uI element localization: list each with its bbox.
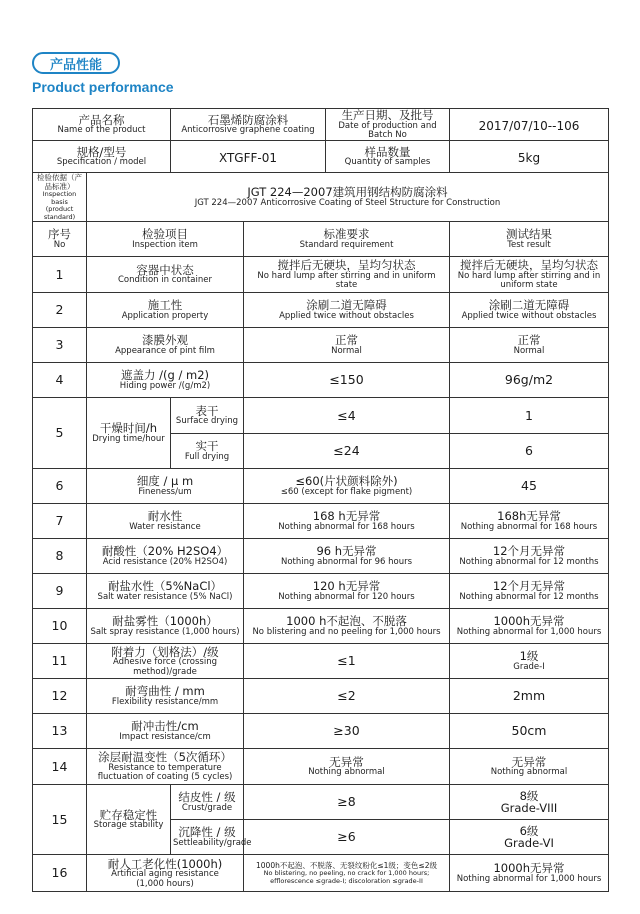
- table-cell: 附着力（划格法）/级 Adhesive force (crossing method)/grade: [87, 644, 244, 679]
- table-cell: 8: [33, 539, 87, 574]
- table-cell: 表干 Surface drying: [171, 398, 244, 434]
- table-row: [33, 398, 609, 434]
- section-pill: [32, 52, 120, 74]
- table-cell: ≥30: [244, 714, 450, 749]
- basis-label: 检验依据（产品标准） Inspection basis (product standard): [33, 173, 87, 222]
- table-cell: 9: [33, 574, 87, 609]
- table-cell: 12个月无异常 Nothing abnormal for 12 months: [450, 574, 609, 609]
- info-row-basis: [33, 173, 609, 222]
- table-row: [33, 855, 609, 892]
- table-cell: 涂层耐温变性（5次循环） Resistance to temperature fluctuation of coating (5 cycles): [87, 749, 244, 785]
- table-cell: 施工性 Application property: [87, 293, 244, 328]
- table-cell: 1000 h不起泡、不脱落 No blistering and no peeling for 1,000 hours: [244, 609, 450, 644]
- table-cell: 16: [33, 855, 87, 892]
- table-row: [33, 539, 609, 574]
- table-cell: 涂刷二道无障碍 Applied twice without obstacles: [450, 293, 609, 328]
- table-cell: ≤1: [244, 644, 450, 679]
- table-row: [33, 644, 609, 679]
- section-subtitle: Product performance: [32, 79, 174, 95]
- table-cell: 1级 Grade-I: [450, 644, 609, 679]
- quantity-label: 样品数量 Quantity of samples: [326, 141, 450, 173]
- table-row: [33, 749, 609, 785]
- table-row: [33, 785, 609, 820]
- col-result: 测试结果 Test result: [450, 222, 609, 257]
- table-cell: 1000h不起泡、不脱落、无裂纹粉化≤1级；变色≤2级 No blistering, no peeling, no crack for 1,000 hours; efflorescence ≤grade-I; discoloration ≤grade-II: [244, 855, 450, 892]
- table-cell: ≤24: [244, 434, 450, 469]
- specification-value: XTGFF-01: [171, 141, 326, 173]
- table-cell: 干燥时间/h Drying time/hour: [87, 398, 171, 469]
- col-requirement: 标准要求 Standard requirement: [244, 222, 450, 257]
- table-cell: 耐盐水性（5%NaCl） Salt water resistance (5% NaCl): [87, 574, 244, 609]
- info-row-spec: [33, 141, 609, 173]
- table-cell: ≥8: [244, 785, 450, 820]
- table-cell: 无异常 Nothing abnormal: [450, 749, 609, 785]
- table-cell: 耐冲击性/cm Impact resistance/cm: [87, 714, 244, 749]
- table-row: [33, 293, 609, 328]
- table-cell: 12个月无异常 Nothing abnormal for 12 months: [450, 539, 609, 574]
- table-cell: 50cm: [450, 714, 609, 749]
- table-cell: 1000h无异常 Nothing abnormal for 1,000 hours: [450, 609, 609, 644]
- table-cell: 耐人工老化性(1000h) Artificial aging resistance (1,000 hours): [87, 855, 244, 892]
- table-cell: 45: [450, 469, 609, 504]
- table-cell: 13: [33, 714, 87, 749]
- table-cell: 细度 / μ m Fineness/um: [87, 469, 244, 504]
- table-cell: 耐酸性（20% H2SO4） Acid resistance (20% H2SO4): [87, 539, 244, 574]
- table-row: [33, 469, 609, 504]
- table-row: [33, 679, 609, 714]
- table-cell: 6: [33, 469, 87, 504]
- table-cell: 漆膜外观 Appearance of pint film: [87, 328, 244, 363]
- table-cell: 168 h无异常 Nothing abnormal for 168 hours: [244, 504, 450, 539]
- table-row: [33, 328, 609, 363]
- product-name-value: 石墨烯防腐涂料 Anticorrosive graphene coating: [171, 109, 326, 141]
- section-title: 产品性能: [49, 57, 102, 73]
- table-cell: ≤2: [244, 679, 450, 714]
- table-cell: 2mm: [450, 679, 609, 714]
- table-cell: 120 h无异常 Nothing abnormal for 120 hours: [244, 574, 450, 609]
- table-row: [33, 504, 609, 539]
- table-cell: 1: [33, 257, 87, 293]
- table-cell: 12: [33, 679, 87, 714]
- table-cell: 实干 Full drying: [171, 434, 244, 469]
- col-no: 序号 No: [33, 222, 87, 257]
- basis-value: JGT 224—2007建筑用钢结构防腐涂料 JGT 224—2007 Anticorrosive Coating of Steel Structure for Construction: [87, 173, 609, 222]
- production-date-label: 生产日期、及批号 Date of production and Batch No: [326, 109, 450, 141]
- table-cell: 7: [33, 504, 87, 539]
- table-row: [33, 257, 609, 293]
- table-cell: 5: [33, 398, 87, 469]
- table-cell: ≤60(片状颜料除外) ≤60 (except for flake pigment): [244, 469, 450, 504]
- table-cell: 14: [33, 749, 87, 785]
- table-row: [33, 714, 609, 749]
- table-cell: 6: [450, 434, 609, 469]
- table-row: [33, 609, 609, 644]
- table-cell: 8级 Grade-VIII: [450, 785, 609, 820]
- table-cell: 无异常 Nothing abnormal: [244, 749, 450, 785]
- table-cell: 贮存稳定性 Storage stability: [87, 785, 171, 855]
- table-cell: 正常 Normal: [450, 328, 609, 363]
- table-cell: 1000h无异常 Nothing abnormal for 1,000 hours: [450, 855, 609, 892]
- column-header-row: [33, 222, 609, 257]
- table-cell: 沉降性 / 级 Settleability/grade: [171, 820, 244, 855]
- table-cell: 耐盐雾性（1000h） Salt spray resistance (1,000 hours): [87, 609, 244, 644]
- table-cell: 3: [33, 328, 87, 363]
- table-row: [33, 363, 609, 398]
- table-cell: ≥6: [244, 820, 450, 855]
- table-cell: 容器中状态 Condition in container: [87, 257, 244, 293]
- specification-label: 规格/型号 Specification / model: [33, 141, 171, 173]
- product-name-label: 产品名称 Name of the product: [33, 109, 171, 141]
- col-item: 检验项目 Inspection item: [87, 222, 244, 257]
- table-cell: 搅拌后无硬块，呈均匀状态 No hard lump after stirring and in uniform state: [450, 257, 609, 293]
- table-cell: 96g/m2: [450, 363, 609, 398]
- table-cell: 15: [33, 785, 87, 855]
- table-cell: 结皮性 / 级 Crust/grade: [171, 785, 244, 820]
- table-cell: 正常 Normal: [244, 328, 450, 363]
- table-cell: ≤150: [244, 363, 450, 398]
- table-cell: 搅拌后无硬块，呈均匀状态 No hard lump after stirring and in uniform state: [244, 257, 450, 293]
- performance-table: [32, 108, 609, 892]
- table-cell: 96 h无异常 Nothing abnormal for 96 hours: [244, 539, 450, 574]
- table-cell: 168h无异常 Nothing abnormal for 168 hours: [450, 504, 609, 539]
- table-cell: 遮盖力 /(g / m2) Hiding power /(g/m2): [87, 363, 244, 398]
- table-cell: 4: [33, 363, 87, 398]
- table-cell: 涂刷二道无障碍 Applied twice without obstacles: [244, 293, 450, 328]
- table-cell: 耐水性 Water resistance: [87, 504, 244, 539]
- table-row: [33, 574, 609, 609]
- table-cell: 耐弯曲性 / mm Flexibility resistance/mm: [87, 679, 244, 714]
- production-date-value: 2017/07/10--106: [450, 109, 609, 141]
- table-cell: 10: [33, 609, 87, 644]
- table-cell: ≤4: [244, 398, 450, 434]
- table-cell: 1: [450, 398, 609, 434]
- table-cell: 11: [33, 644, 87, 679]
- info-row-product: [33, 109, 609, 141]
- quantity-value: 5kg: [450, 141, 609, 173]
- table-cell: 6级 Grade-VI: [450, 820, 609, 855]
- table-cell: 2: [33, 293, 87, 328]
